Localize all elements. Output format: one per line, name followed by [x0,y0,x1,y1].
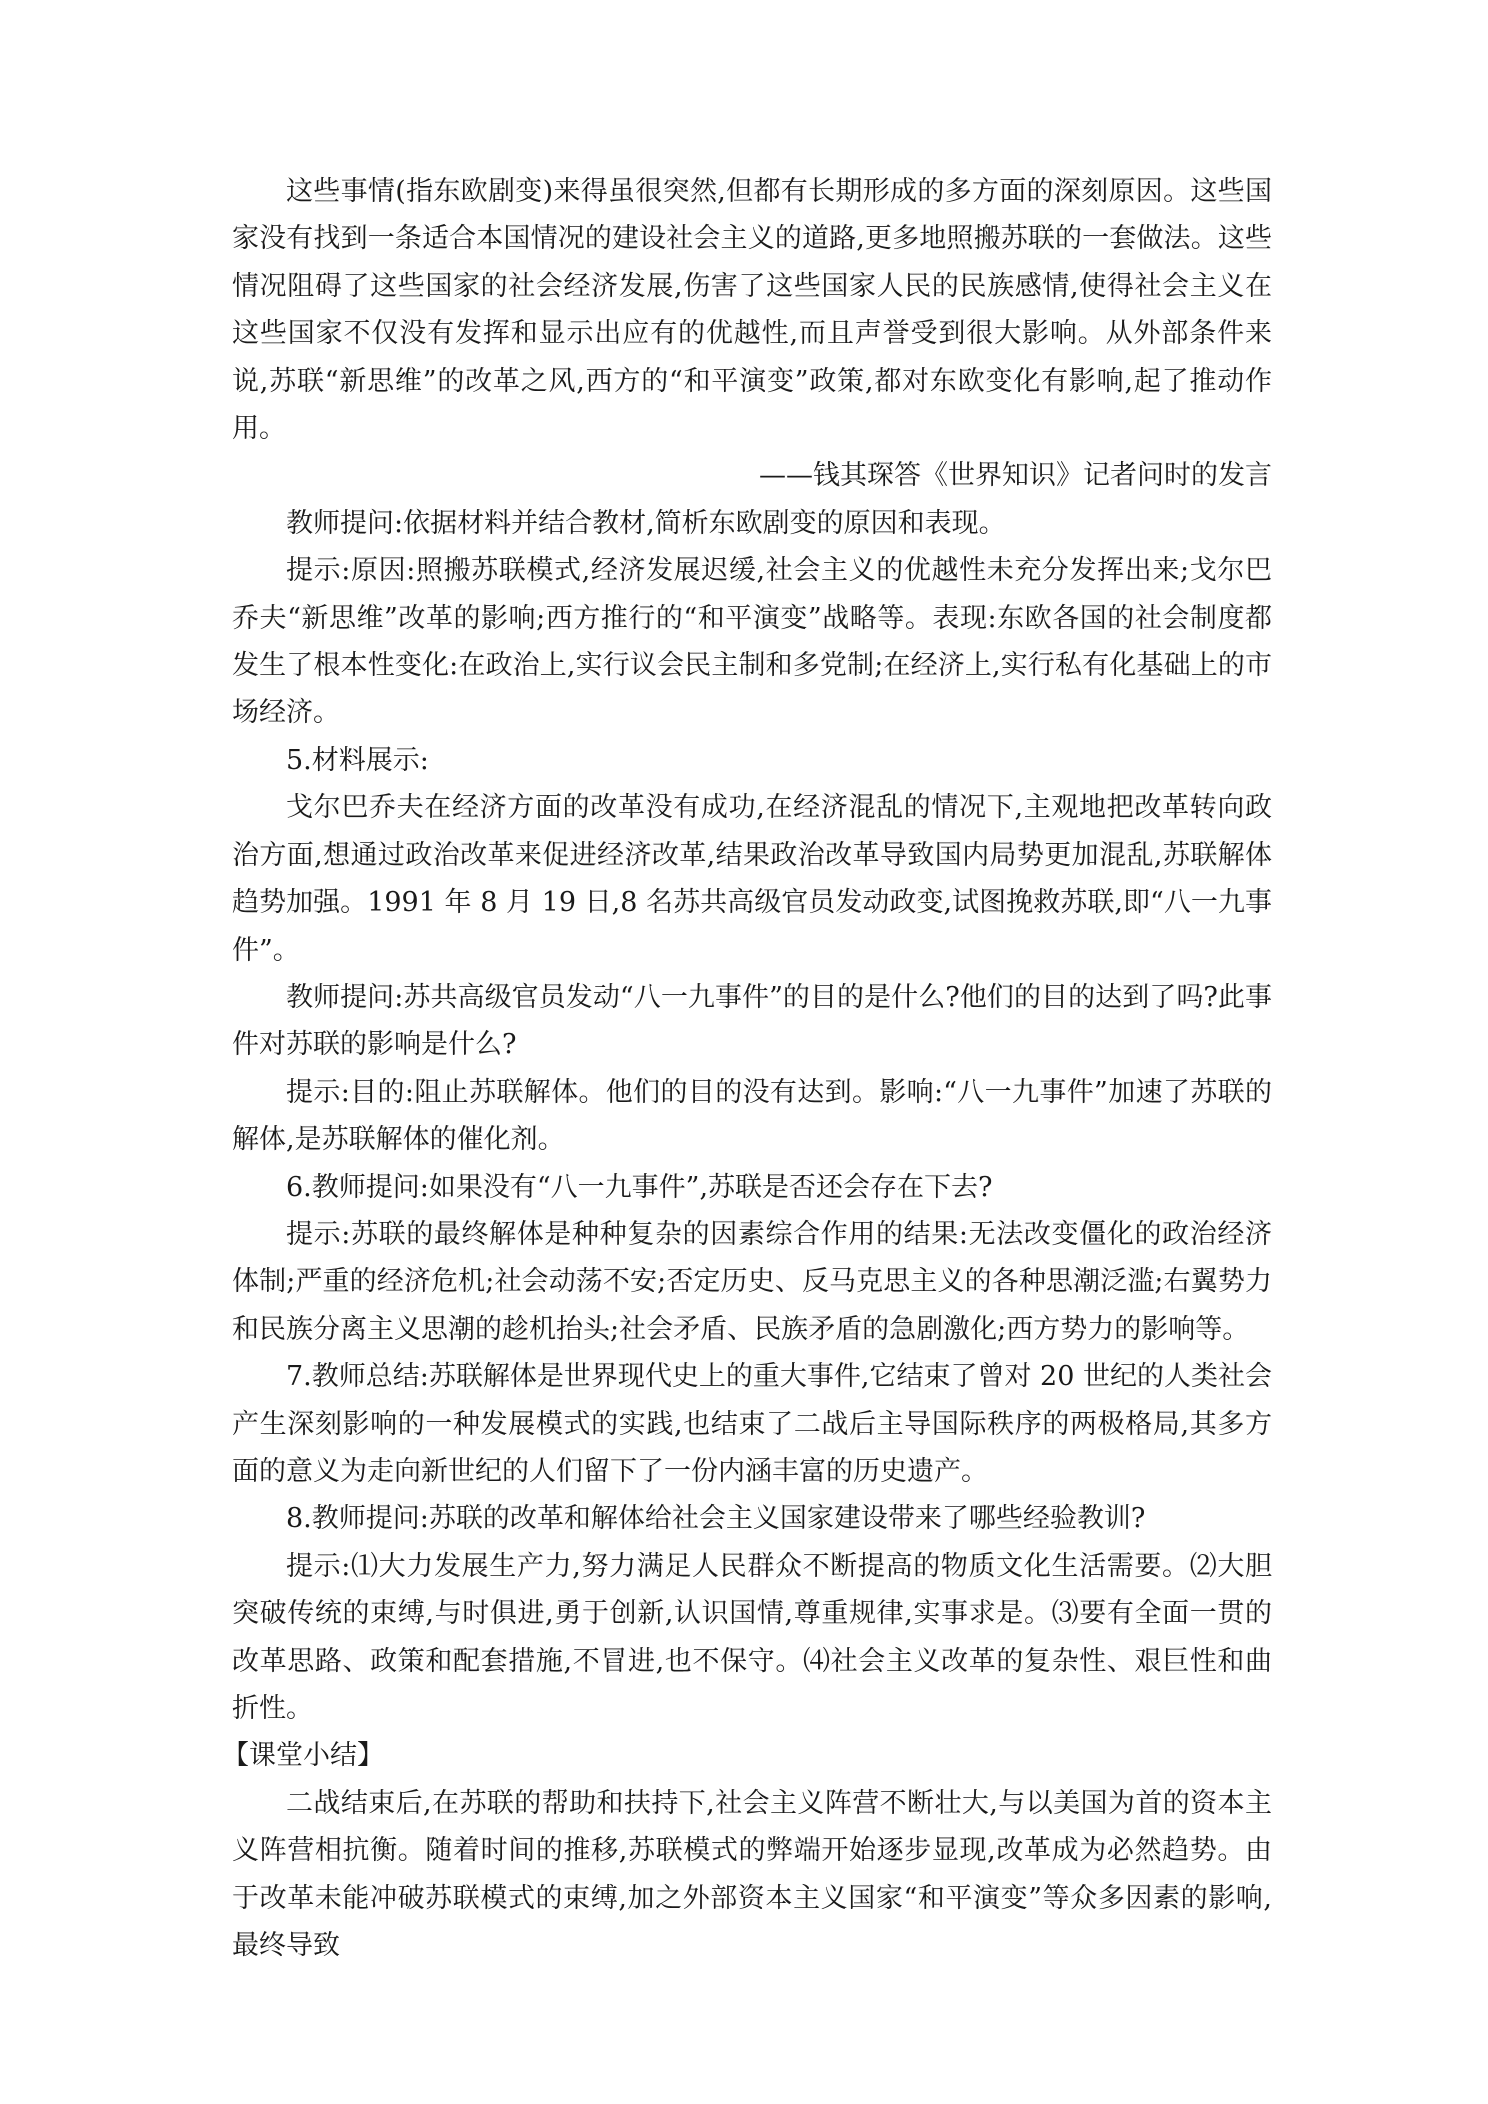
hint-paragraph: 提示:苏联的最终解体是种种复杂的因素综合作用的结果:无法改变僵化的政治经济体制;严重的经济危机;社会动荡不安;否定历史、反马克思主义的各种思潮泛滥;右翼势力和民族分离主义思潮的趁机抬头;社会矛盾、民族矛盾的急剧激化;西方势力的影响等。 [232,1218,1272,1345]
teacher-question-paragraph: 教师提问:依据材料并结合教材,简析东欧剧变的原因和表现。 [286,507,1006,539]
material-heading-paragraph: 5.材料展示: [286,744,429,776]
teacher-question-paragraph: 6.教师提问:如果没有“八一九事件”,苏联是否还会存在下去? [286,1171,993,1203]
hint-paragraph: 提示:⑴大力发展生产力,努力满足人民群众不断提高的物质文化生活需要。⑵大胆突破传统的束缚,与时俱进,勇于创新,认识国情,尊重规律,实事求是。⑶要有全面一贯的改革思路、政策和配套措施,不冒进,也不保守。⑷社会主义改革的复杂性、艰巨性和曲折性。 [232,1550,1272,1724]
hint-paragraph: 提示:目的:阻止苏联解体。他们的目的没有达到。影响:“八一九事件”加速了苏联的解体,是苏联解体的催化剂。 [232,1076,1272,1156]
teacher-summary-paragraph: 7.教师总结:苏联解体是世界现代史上的重大事件,它结束了曾对 20 世纪的人类社会产生深刻影响的一种发展模式的实践,也结束了二战后主导国际秩序的两极格局,其多方面的意义为走向新世纪的人们留下了一份内涵丰富的历史遗产。 [232,1361,1272,1487]
material-paragraph: 戈尔巴乔夫在经济方面的改革没有成功,在经济混乱的情况下,主观地把改革转向政治方面,想通过政治改革来促进经济改革,结果政治改革导致国内局势更加混乱,苏联解体趋势加强。1991 年 8 月 19 日,8 名苏共高级官员发动政变,试图挽救苏联,即“八一九事件”。 [232,792,1272,966]
quote-attribution: ——钱其琛答《世界知识》记者问时的发言 [759,460,1272,492]
hint-paragraph: 提示:原因:照搬苏联模式,经济发展迟缓,社会主义的优越性未充分发挥出来;戈尔巴乔夫“新思维”改革的影响;西方推行的“和平演变”战略等。表现:东欧各国的社会制度都发生了根本性变化:在政治上,实行议会民主制和多党制;在经济上,实行私有化基础上的市场经济。 [232,555,1272,729]
teacher-question-paragraph: 8.教师提问:苏联的改革和解体给社会主义国家建设带来了哪些经验教训? [286,1503,1146,1535]
summary-paragraph: 二战结束后,在苏联的帮助和扶持下,社会主义阵营不断壮大,与以美国为首的资本主义阵营相抗衡。随着时间的推移,苏联模式的弊端开始逐步显现,改革成为必然趋势。由于改革未能冲破苏联模式的束缚,加之外部资本主义国家“和平演变”等众多因素的影响,最终导致 [232,1787,1272,1962]
teacher-question-paragraph: 教师提问:苏共高级官员发动“八一九事件”的目的是什么?他们的目的达到了吗?此事件对苏联的影响是什么? [232,981,1272,1061]
section-heading: 【课堂小结】 [222,1740,384,1772]
quote-paragraph: 这些事情(指东欧剧变)来得虽很突然,但都有长期形成的多方面的深刻原因。这些国家没有找到一条适合本国情况的建设社会主义的道路,更多地照搬苏联的一套做法。这些情况阻碍了这些国家的社会经济发展,伤害了这些国家人民的民族感情,使得社会主义在这些国家不仅没有发挥和显示出应有的优越性,而且声誉受到很大影响。从外部条件来说,苏联“新思维”的改革之风,西方的“和平演变”政策,都对东欧变化有影响,起了推动作用。 [232,176,1272,445]
document-page [222,168,1272,1969]
